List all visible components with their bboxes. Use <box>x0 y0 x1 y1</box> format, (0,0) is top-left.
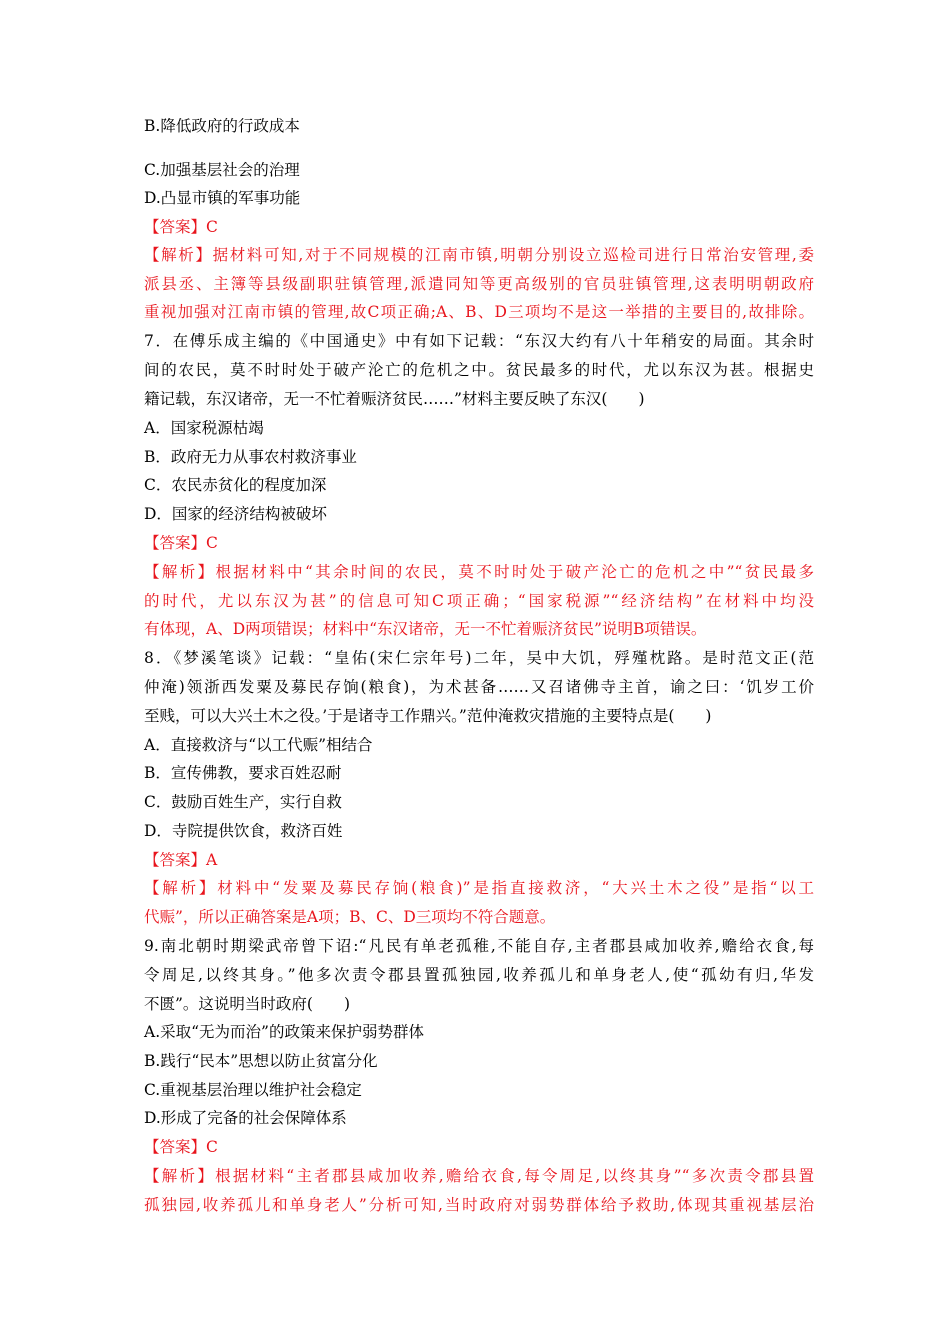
question-7-analysis: 【解析】根据材料中“其余时间的农民，莫不时时处于破产沦亡的危机之中”“贫民最多 <box>144 563 814 581</box>
question-9-option-a: A.采取“无为而治”的政策来保护弱势群体 <box>144 1023 424 1041</box>
question-8-stem: 8．《梦溪笔谈》记载：“皇佑(宋仁宗年号)二年，吴中大饥，殍殣枕路。是时范文正(范 <box>144 649 814 667</box>
analysis-line: 派县丞、主簿等县级副职驻镇管理,派遣同知等更高级别的官员驻镇管理,这表明明朝政府 <box>144 275 814 293</box>
question-7-answer: 【答案】C <box>144 534 218 552</box>
analysis-line: 重视加强对江南市镇的管理,故C项正确;A、B、D三项均不是这一举措的主要目的,故排除。 <box>144 303 814 321</box>
question-8-analysis: 【解析】材料中“发粟及募民存饷(粮食)”是指直接救济，“大兴土木之役”是指“以工 <box>144 879 814 897</box>
question-7-option-c: C．农民赤贫化的程度加深 <box>144 476 327 494</box>
question-8-option-b: B．宣传佛教，要求百姓忍耐 <box>144 764 342 782</box>
question-9-stem: 9.南北朝时期梁武帝曾下诏:“凡民有单老孤稚,不能自存,主者郡县咸加收养,赡给衣食,每 <box>144 937 814 955</box>
question-7-option-d: D．国家的经济结构被破坏 <box>144 505 327 523</box>
option-b: B.降低政府的行政成本 <box>144 117 300 135</box>
question-9-stem: 令周足,以终其身。”他多次责令郡县置孤独园,收养孤儿和单身老人,使“孤幼有归,华发 <box>144 966 814 984</box>
question-7-stem: 籍记载，东汉诸帝，无一不忙着赈济贫民……”材料主要反映了东汉( ) <box>144 390 645 408</box>
question-9-option-c: C.重视基层治理以维护社会稳定 <box>144 1081 362 1099</box>
question-7-stem: 间的农民，莫不时时处于破产沦亡的危机之中。贫民最多的时代，尤以东汉为甚。根据史 <box>144 361 814 379</box>
question-9-option-d: D.形成了完备的社会保障体系 <box>144 1109 347 1127</box>
question-7-stem: 7．在傅乐成主编的《中国通史》中有如下记载：“东汉大约有八十年稍安的局面。其余时 <box>144 332 814 350</box>
question-8-stem: 至贱，可以大兴土木之役。’于是诸寺工作鼎兴。”范仲淹救灾措施的主要特点是( ) <box>144 707 712 725</box>
option-d: D.凸显市镇的军事功能 <box>144 189 301 207</box>
question-7-analysis: 的时代，尤以东汉为甚”的信息可知C项正确；“国家税源”“经济结构”在材料中均没 <box>144 592 814 610</box>
question-8-option-c: C．鼓励百姓生产，实行自救 <box>144 793 342 811</box>
question-7-option-b: B．政府无力从事农村救济事业 <box>144 448 357 466</box>
question-8-option-d: D．寺院提供饮食，救济百姓 <box>144 822 343 840</box>
answer-label: 【答案】C <box>144 218 218 236</box>
question-9-answer: 【答案】C <box>144 1138 218 1156</box>
question-7-analysis: 有体现，A、D两项错误；材料中“东汉诸帝，无一不忙着赈济贫民”说明B项错误。 <box>144 620 707 638</box>
question-9-analysis: 孤独园,收养孤儿和单身老人”分析可知,当时政府对弱势群体给予救助,体现其重视基层治 <box>144 1196 814 1214</box>
question-8-stem: 仲淹)领浙西发粟及募民存饷(粮食)，为术甚备……又召诸佛寺主首，谕之曰：‘饥岁工价 <box>144 678 814 696</box>
question-9-analysis: 【解析】根据材料“主者郡县咸加收养,赡给衣食,每令周足,以终其身”“多次责令郡县置 <box>144 1167 814 1185</box>
question-8-option-a: A．直接救济与“以工代赈”相结合 <box>144 736 373 754</box>
question-8-answer: 【答案】A <box>144 851 218 869</box>
option-c: C.加强基层社会的治理 <box>144 161 300 179</box>
question-9-stem: 不匮”。这说明当时政府( ) <box>144 995 351 1013</box>
question-8-analysis: 代赈”，所以正确答案是A项；B、C、D三项均不符合题意。 <box>144 908 556 926</box>
analysis-line: 【解析】据材料可知,对于不同规模的江南市镇,明朝分别设立巡检司进行日常治安管理,委 <box>144 246 814 264</box>
question-9-option-b: B.践行“民本”思想以防止贫富分化 <box>144 1052 378 1070</box>
question-7-option-a: A．国家税源枯竭 <box>144 419 264 437</box>
